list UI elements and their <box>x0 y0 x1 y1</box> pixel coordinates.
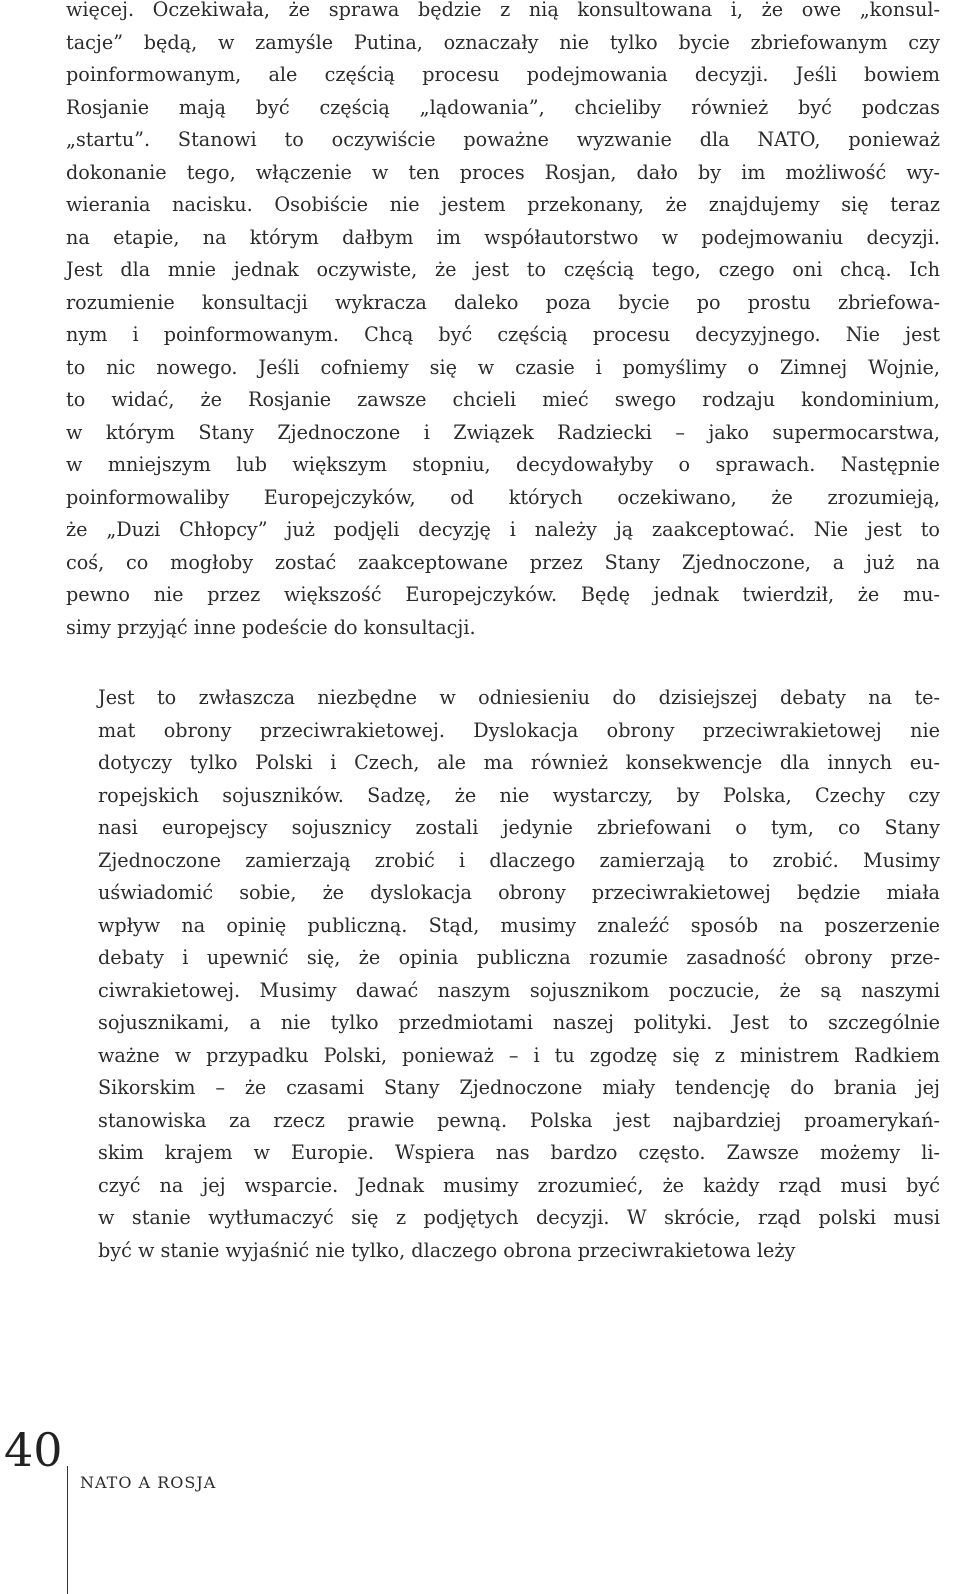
text-line: to widać, że Rosjanie zawsze chcieli mieć swego rodzaju kondominium, <box>66 388 940 411</box>
text-line: simy przyjąć inne podeście do konsultacji. <box>66 615 476 639</box>
text-line: dotyczy tylko Polski i Czech, ale ma również konsekwencje dla innych eu- <box>98 751 940 774</box>
paragraph-continued <box>66 0 940 644</box>
text-line: Rosjanie mają być częścią „lądowania”, chcieliby również być podczas <box>66 95 940 119</box>
text-line: wierania nacisku. Osobiście nie jestem przekonany, że znajdujemy się teraz <box>66 193 940 216</box>
text-line: mat obrony przeciwrakietowej. Dyslokacja obrony przeciwrakietowej nie <box>98 718 940 742</box>
text-line: ropejskich sojuszników. Sadzę, że nie wystarczy, by Polska, Czechy czy <box>98 783 940 807</box>
text-line: nym i poinformowanym. Chcą być częścią procesu decyzyjnego. Nie jest <box>66 323 940 346</box>
text-line: rozumienie konsultacji wykracza daleko poza bycie po prostu zbriefowa- <box>66 290 940 314</box>
text-line: coś, co mogłoby zostać zaakceptowane przez Stany Zjednoczone, a już na <box>66 550 940 574</box>
text-line: ważne w przypadku Polski, ponieważ – i tu zgodzę się z ministrem Radkiem <box>98 1043 940 1067</box>
text-line: że „Duzi Chłopcy” już podjęli decyzję i należy ją zaakceptować. Nie jest to <box>66 518 940 541</box>
text-line: wpływ na opinię publiczną. Stąd, musimy znaleźć sposób na poszerzenie <box>98 913 940 937</box>
text-line: uświadomić sobie, że dyslokacja obrony przeciwrakietowej będzie miała <box>98 881 940 904</box>
paragraph-missile-defense <box>66 682 940 1267</box>
page-number: 40 <box>4 1423 63 1477</box>
text-line: nasi europejscy sojusznicy zostali jedynie zbriefowani o tym, co Stany <box>98 816 940 839</box>
text-line: czyć na jej wsparcie. Jednak musimy zrozumieć, że każdy rząd musi być <box>98 1173 940 1197</box>
text-line: stanowiska za rzecz prawie pewną. Polska jest najbardziej proamerykań- <box>98 1108 940 1132</box>
text-line: w którym Stany Zjednoczone i Związek Radziecki – jako supermocarstwa, <box>66 420 940 444</box>
text-line: w mniejszym lub większym stopniu, decydowałyby o sprawach. Następnie <box>66 453 940 476</box>
text-line: ciwrakietowej. Musimy dawać naszym sojusznikom poczucie, że są naszymi <box>98 978 940 1002</box>
footer-divider-line <box>67 1466 68 1594</box>
main-text-column <box>66 0 940 1267</box>
text-line: być w stanie wyjaśnić nie tylko, dlaczego obrona przeciwrakietowa leży <box>98 1238 796 1262</box>
text-line: poinformowanym, ale częścią procesu podejmowania decyzji. Jeśli bowiem <box>66 63 940 86</box>
text-line: pewno nie przez większość Europejczyków. Będę jednak twierdził, że mu- <box>66 583 940 606</box>
text-line: więcej. Oczekiwała, że sprawa będzie z nią konsultowana i, że owe „konsul- <box>66 0 940 21</box>
text-line: Jest to zwłaszcza niezbędne w odniesieniu do dzisiejszej debaty na te- <box>98 686 940 709</box>
text-line: to nic nowego. Jeśli cofniemy się w czasie i pomyślimy o Zimnej Wojnie, <box>66 355 940 379</box>
text-line: debaty i upewnić się, że opinia publiczna rozumie zasadność obrony prze- <box>98 946 940 969</box>
text-line: poinformowaliby Europejczyków, od których oczekiwano, że zrozumieją, <box>66 485 940 509</box>
text-line: sojusznikami, a nie tylko przedmiotami naszej polityki. Jest to szczególnie <box>98 1011 940 1034</box>
text-line: na etapie, na którym dałbym im współautorstwo w podejmowaniu decyzji. <box>66 225 940 249</box>
text-line: Zjednoczone zamierzają zrobić i dlaczego zamierzają to zrobić. Musimy <box>98 848 940 872</box>
text-line: tacje” będą, w zamyśle Putina, oznaczały nie tylko bycie zbriefowanym czy <box>66 30 940 54</box>
text-line: Jest dla mnie jednak oczywiste, że jest to częścią tego, czego oni chcą. Ich <box>66 258 940 281</box>
text-line: w stanie wytłumaczyć się z podjętych decyzji. W skrócie, rząd polski musi <box>98 1206 940 1229</box>
running-footer-title: NATO A ROSJA <box>80 1473 217 1492</box>
text-line: „startu”. Stanowi to oczywiście poważne wyzwanie dla NATO, ponieważ <box>66 128 940 151</box>
text-line: dokonanie tego, włączenie w ten proces Rosjan, dało by im możliwość wy- <box>66 160 940 184</box>
text-line: skim krajem w Europie. Wspiera nas bardzo często. Zawsze możemy li- <box>98 1141 940 1164</box>
text-line: Sikorskim – że czasami Stany Zjednoczone miały tendencję do brania jej <box>98 1076 940 1099</box>
